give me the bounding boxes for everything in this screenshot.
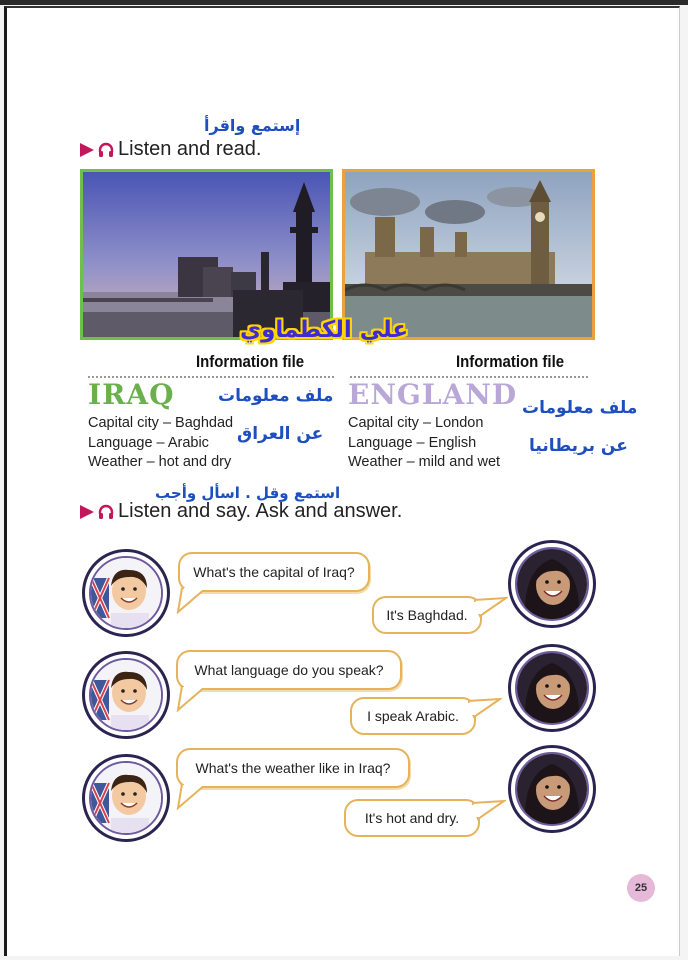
question-text: What's the capital of Iraq? xyxy=(193,564,355,580)
england-photo xyxy=(342,169,595,340)
answer-bubble xyxy=(350,697,476,735)
girl-avatar xyxy=(508,644,596,732)
question-bubble xyxy=(176,748,410,788)
england-fact-language: Language – English xyxy=(348,434,477,451)
iraq-fact-language: Language – Arabic xyxy=(88,434,209,451)
answer-text: It's Baghdad. xyxy=(386,607,468,623)
england-fact-capital: Capital city – London xyxy=(348,415,484,431)
iraq-fact-weather: Weather – hot and dry xyxy=(88,454,232,470)
iraq-facts xyxy=(88,414,233,473)
section2-arabic-note: استمع وقل . اسأل وأجب xyxy=(155,484,341,502)
answer-text: It's hot and dry. xyxy=(364,810,460,826)
iraq-arabic-label-2: عن العراق xyxy=(237,424,324,444)
iraq-fact-capital: Capital city – Baghdad xyxy=(88,415,234,431)
question-bubble xyxy=(178,552,370,592)
question-text: What's the weather like in Iraq? xyxy=(195,760,391,776)
girl-avatar-inner xyxy=(515,651,589,725)
top-edge xyxy=(0,0,688,5)
watermark-text: علي الكطماوي xyxy=(240,317,409,343)
section1-title: Listen and read. xyxy=(118,138,262,160)
girl-avatar-inner xyxy=(515,547,589,621)
section1-heading xyxy=(80,138,261,161)
girl-avatar xyxy=(508,540,596,628)
answer-bubble-tail xyxy=(474,596,508,618)
boy-avatar xyxy=(82,651,170,739)
answer-bubble-tail xyxy=(472,799,506,821)
england-arabic-label-2: عن بريطانيا xyxy=(529,436,628,456)
england-info-title: Information file xyxy=(456,352,565,371)
headphones-icon xyxy=(98,504,114,520)
boy-avatar xyxy=(82,549,170,637)
england-arabic-label-1: ملف معلومات xyxy=(522,398,638,418)
boy-avatar-inner xyxy=(89,761,163,835)
section2-heading xyxy=(80,500,402,523)
question-text: What language do you speak? xyxy=(194,662,384,678)
england-facts xyxy=(348,414,500,473)
iraq-arabic-label-1: ملف معلومات xyxy=(218,386,334,406)
page-number: 25 xyxy=(627,874,655,902)
iraq-info-title: Information file xyxy=(196,352,305,371)
question-bubble-tail xyxy=(176,784,210,810)
iraq-name: IRAQ xyxy=(88,378,175,411)
answer-text: I speak Arabic. xyxy=(367,708,459,724)
england-fact-weather: Weather – mild and wet xyxy=(348,454,501,470)
england-name: ENGLAND xyxy=(348,378,518,411)
answer-bubble xyxy=(344,799,480,837)
boy-avatar-inner xyxy=(89,556,163,630)
section2-title: Listen and say. Ask and answer. xyxy=(118,500,403,522)
play-icon[interactable] xyxy=(80,505,94,519)
headphones-icon xyxy=(98,142,114,158)
boy-avatar-inner xyxy=(89,658,163,732)
girl-avatar-inner xyxy=(515,752,589,826)
answer-bubble xyxy=(372,596,482,634)
answer-bubble-tail xyxy=(468,697,502,719)
girl-avatar xyxy=(508,745,596,833)
question-bubble-tail xyxy=(176,686,210,712)
iraq-photo xyxy=(80,169,333,340)
play-icon[interactable] xyxy=(80,143,94,157)
section1-arabic-note: إستمع واقرأ xyxy=(204,116,301,135)
question-bubble xyxy=(176,650,402,690)
boy-avatar xyxy=(82,754,170,842)
question-bubble-tail xyxy=(176,588,210,614)
